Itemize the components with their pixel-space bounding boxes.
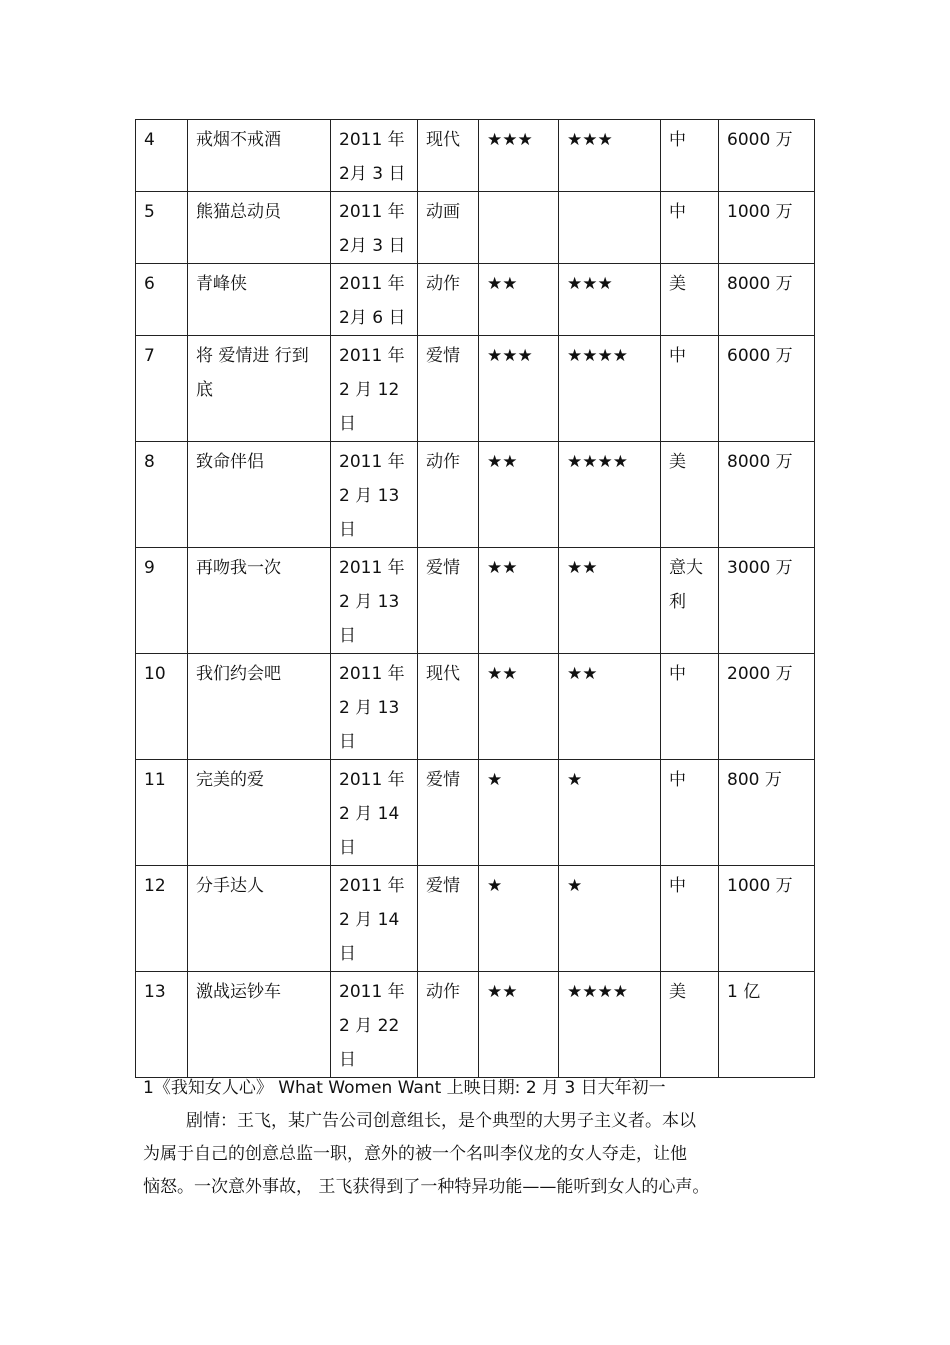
movie-description [143,1072,763,1204]
cell-title: 我们约会吧 [188,654,331,760]
cell-country: 美 [661,972,719,1078]
cell-rating-2: ★ [559,866,661,972]
cell-number: 12 [136,866,188,972]
table-row [136,442,815,548]
cell-rating-2: ★★ [559,654,661,760]
cell-date: 2011 年 2月 3 日 [331,120,418,192]
cell-country: 美 [661,442,719,548]
table-body [136,120,815,1078]
cell-rating-1: ★★ [479,442,559,548]
cell-title: 再吻我一次 [188,548,331,654]
cell-title: 致命伴侣 [188,442,331,548]
cell-rating-2: ★★★★ [559,972,661,1078]
table-row [136,654,815,760]
cell-budget: 800 万 [719,760,815,866]
cell-number: 7 [136,336,188,442]
cell-title: 完美的爱 [188,760,331,866]
cell-rating-1: ★ [479,760,559,866]
description-heading: 1《我知女人心》 What Women Want 上映日期: 2 月 3 日大年初一 [143,1078,666,1098]
table-row [136,760,815,866]
cell-rating-1: ★★ [479,654,559,760]
cell-country: 中 [661,760,719,866]
cell-budget: 1000 万 [719,192,815,264]
table-row [136,866,815,972]
cell-country: 中 [661,336,719,442]
cell-rating-1: ★★★ [479,120,559,192]
cell-number: 8 [136,442,188,548]
cell-country: 美 [661,264,719,336]
cell-date: 2011 年 2 月 12 日 [331,336,418,442]
cell-genre: 动画 [418,192,479,264]
cell-genre: 爱情 [418,866,479,972]
cell-title: 激战运钞车 [188,972,331,1078]
cell-date: 2011 年 2 月 13 日 [331,442,418,548]
cell-budget: 8000 万 [719,264,815,336]
cell-number: 9 [136,548,188,654]
cell-genre: 动作 [418,442,479,548]
cell-country: 中 [661,654,719,760]
table-row [136,192,815,264]
cell-number: 13 [136,972,188,1078]
cell-title: 青峰侠 [188,264,331,336]
cell-date: 2011 年 2月 3 日 [331,192,418,264]
cell-number: 6 [136,264,188,336]
cell-date: 2011 年 2月 6 日 [331,264,418,336]
cell-rating-2: ★★ [559,548,661,654]
cell-date: 2011 年 2 月 13 日 [331,654,418,760]
table-row [136,336,815,442]
cell-genre: 爱情 [418,336,479,442]
cell-budget: 2000 万 [719,654,815,760]
description-line: 恼怒。一次意外事故， 王飞获得到了一种特异功能——能听到女人的心声。 [143,1177,710,1197]
cell-number: 10 [136,654,188,760]
table-row [136,548,815,654]
cell-rating-2: ★ [559,760,661,866]
cell-budget: 1 亿 [719,972,815,1078]
cell-genre: 现代 [418,120,479,192]
cell-rating-2: ★★★ [559,120,661,192]
movie-table [135,119,815,1078]
cell-rating-1: ★★ [479,548,559,654]
cell-budget: 6000 万 [719,336,815,442]
cell-budget: 6000 万 [719,120,815,192]
cell-rating-2 [559,192,661,264]
cell-rating-2: ★★★★ [559,442,661,548]
description-line: 剧情：王飞，某广告公司创意组长，是个典型的大男子主义者。本以 [186,1111,696,1131]
cell-number: 4 [136,120,188,192]
cell-genre: 动作 [418,264,479,336]
cell-genre: 现代 [418,654,479,760]
cell-date: 2011 年 2 月 22 日 [331,972,418,1078]
cell-budget: 8000 万 [719,442,815,548]
cell-number: 11 [136,760,188,866]
cell-country: 中 [661,120,719,192]
cell-budget: 1000 万 [719,866,815,972]
cell-rating-1 [479,192,559,264]
cell-country: 意大利 [661,548,719,654]
cell-rating-1: ★★ [479,972,559,1078]
cell-genre: 动作 [418,972,479,1078]
cell-title: 将 爱情进 行到 底 [188,336,331,442]
cell-genre: 爱情 [418,548,479,654]
cell-genre: 爱情 [418,760,479,866]
cell-country: 中 [661,866,719,972]
cell-title: 熊猫总动员 [188,192,331,264]
cell-date: 2011 年 2 月 13 日 [331,548,418,654]
description-line: 为属于自己的创意总监一职，意外的被一个名叫李仪龙的女人夺走，让他 [143,1144,687,1164]
cell-title: 分手达人 [188,866,331,972]
cell-rating-2: ★★★★ [559,336,661,442]
cell-rating-1: ★★★ [479,336,559,442]
cell-rating-1: ★★ [479,264,559,336]
table-row [136,120,815,192]
cell-country: 中 [661,192,719,264]
table-row [136,972,815,1078]
cell-rating-1: ★ [479,866,559,972]
cell-title: 戒烟不戒酒 [188,120,331,192]
cell-date: 2011 年 2 月 14 日 [331,866,418,972]
cell-budget: 3000 万 [719,548,815,654]
cell-rating-2: ★★★ [559,264,661,336]
table-row [136,264,815,336]
cell-number: 5 [136,192,188,264]
cell-date: 2011 年 2 月 14 日 [331,760,418,866]
